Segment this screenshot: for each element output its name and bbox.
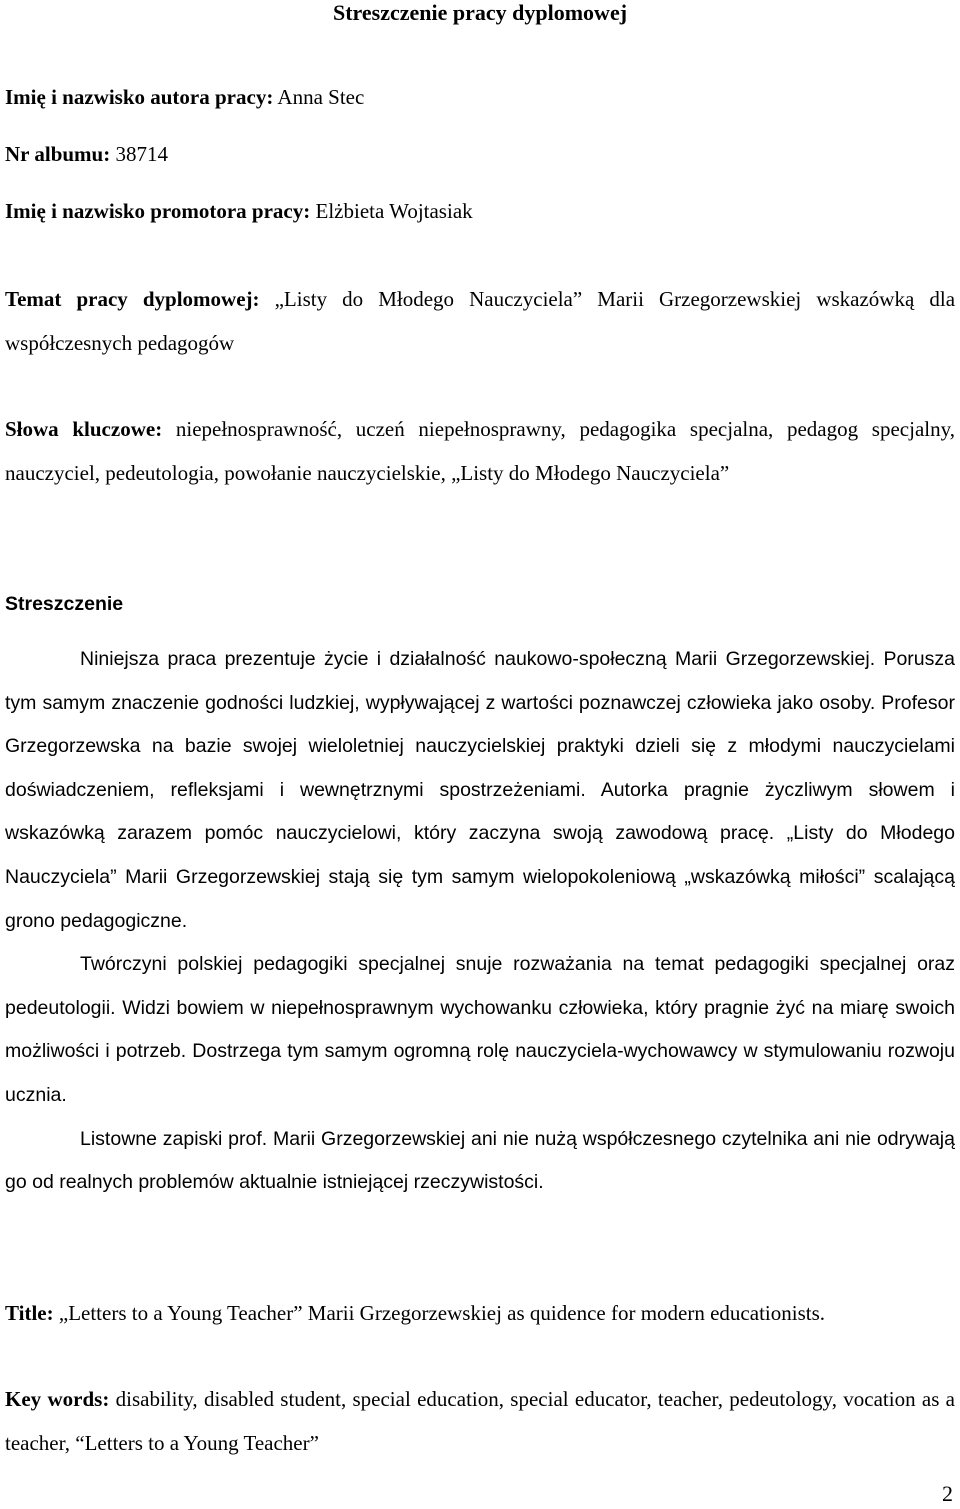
album-label: Nr albumu: [5, 142, 104, 166]
keywords-pl-block: Słowa kluczowe: niepełnosprawność, uczeń niepełnosprawny, pedagogika specjalna, pedagog specjalny, nauczyciel, pedeutologia, powołanie nauczycielskie, „Listy do Młodego Nauczyciela”: [5, 417, 955, 485]
title-en-value: „Letters to a Young Teacher” Marii Grzegorzewskiej as quidence for modern educationists.: [58, 1301, 826, 1325]
keywords-en-label: Key words: [5, 1387, 103, 1411]
keywords-en-block: Key words: disability, disabled student, special education, special educator, teacher, pedeutology, vocation as a teacher, “Letters to a Young Teacher”: [5, 1387, 955, 1455]
album-line: Nr albumu: 38714: [5, 142, 168, 166]
abstract-heading-text: Streszczenie: [5, 593, 124, 615]
keywords-en-value: disability, disabled student, special education, special educator, teacher, pedeutology, vocation as a teacher, “Letters to a Young Teacher”: [5, 1387, 955, 1455]
promoter-line: Imię i nazwisko promotora pracy: Elżbieta Wojtasiak: [5, 199, 473, 223]
page-number: 2: [942, 1481, 953, 1506]
topic-block: Temat pracy dyplomowej: „Listy do Młodego Nauczyciela” Marii Grzegorzewskiej wskazówką dla współczesnych pedagogów: [5, 287, 956, 355]
abstract-paragraph-3: Listowne zapiski prof. Marii Grzegorzewskiej ani nie nużą współczesnego czytelnika ani nie odrywają go od realnych problemów aktualnie istniejącej rzeczywistości.: [5, 1127, 955, 1194]
page-title: Streszczenie pracy dyplomowej: [332, 0, 628, 25]
author-value: Anna Stec: [277, 85, 365, 109]
author-line: Imię i nazwisko autora pracy: Anna Stec: [5, 85, 365, 109]
promoter-label: Imię i nazwisko promotora pracy: [5, 199, 304, 223]
abstract-paragraph-2: Twórczyni polskiej pedagogiki specjalnej snuje rozważania na temat pedagogiki specjalnej oraz pedeutologii. Widzi bowiem w niepełnosprawnym wychowanku człowieka, który pragnie żyć na miarę swoich możliwości i potrzeb. Dostrzega tym samym ogromną rolę nauczyciela-wychowawcy w stymulowaniu rozwoju ucznia.: [5, 953, 955, 1106]
abstract-heading: [5, 582, 955, 626]
topic-value: „Listy do Młodego Nauczyciela” Marii Grzegorzewskiej wskazówką dla współczesnych pedagogów: [5, 287, 956, 355]
title-en-line: Title: „Letters to a Young Teacher” Marii Grzegorzewskiej as quidence for modern educationists.: [5, 1301, 826, 1325]
keywords-pl-label: Słowa kluczowe: [5, 417, 156, 441]
title-en-label: Title: [5, 1301, 47, 1325]
document-page: [5, 0, 955, 1509]
abstract-body: [5, 638, 955, 1205]
topic-label: Temat pracy dyplomowej: [5, 287, 253, 311]
keywords-pl-value: niepełnosprawność, uczeń niepełnosprawny, pedagogika specjalna, pedagog specjalny, nauczyciel, pedeutologia, powołanie nauczycielskie, „Listy do Młodego Nauczyciela”: [5, 417, 955, 485]
album-value: 38714: [115, 142, 168, 166]
promoter-value: Elżbieta Wojtasiak: [315, 199, 473, 223]
author-label: Imię i nazwisko autora pracy: [5, 85, 267, 109]
abstract-paragraph-1: Niniejsza praca prezentuje życie i działalność naukowo-społeczną Marii Grzegorzewskiej. Porusza tym samym znaczenie godności ludzkiej, wypływającej z wartości poznawczej człowieka jako osoby. Profesor Grzegorzewska na bazie swojej wieloletniej nauczycielskiej praktyki dzieli się z młodymi nauczycielami doświadczeniem, refleksjami i wewnętrznymi spostrzeżeniami. Autorka pragnie życzliwym słowem i wskazówką zarazem pomóc nauczycielowi, który zaczyna swoją zawodową pracę. „Listy do Młodego Nauczyciela” Marii Grzegorzewskiej stają się tym samym wielopokoleniową „wskazówką miłości” scalającą grono pedagogiczne.: [5, 648, 955, 932]
